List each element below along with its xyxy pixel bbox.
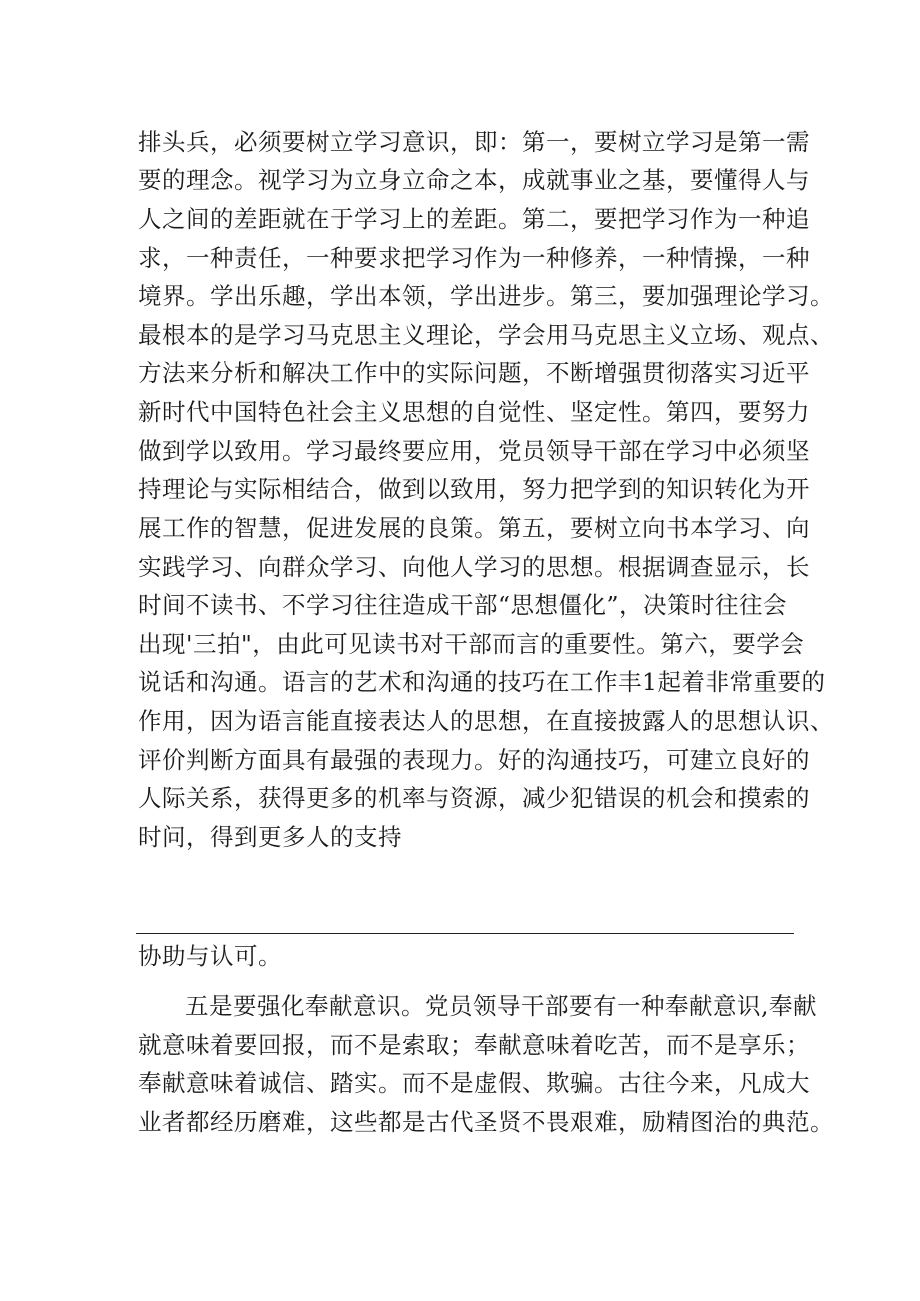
text-line: 作用，因为语言能直接表达人的思想，在直接披露人的思想认识、 [138, 707, 834, 735]
text-line: 持理论与实际相结合，做到以致用，努力把学到的知识转化为开 [138, 475, 810, 503]
text-line: 求，一种责任，一种要求把学习作为一种修养，一种情操，一种 [138, 244, 810, 272]
text-line: 出现'三拍"，由此可见读书对干部而言的重要性。第六，要学会 [138, 630, 805, 658]
text-line: 评价判断方面具有最强的表现力。好的沟通技巧，可建立良好的 [138, 746, 810, 774]
text-line: 人际关系，获得更多的机率与资源，减少犯错误的机会和摸索的 [138, 784, 810, 812]
paragraph-first-line: 五是要强化奉献意识。党员领导干部要有一种奉献意识,奉献 [185, 992, 817, 1020]
page-break-rule [136, 933, 794, 934]
text-line: 最根本的是学习马克思主义理论，学会用马克思主义立场、观点、 [138, 321, 834, 349]
text-line: 排头兵，必须要树立学习意识，即：第一，要树立学习是第一需 [138, 128, 810, 156]
text-line: 协助与认可。 [138, 942, 282, 970]
text-line: 做到学以致用。学习最终要应用，党员领导干部在学习中必须坚 [138, 437, 810, 465]
text-line: 方法来分析和解决工作中的实际问题，不断增强贯彻落实习近平 [138, 359, 810, 387]
text-line: 奉献意味着诚信、踏实。而不是虚假、欺骗。古往今来，凡成大 [138, 1069, 810, 1097]
text-line: 境界。学出乐趣，学出本领，学出进步。第三，要加强理论学习。 [138, 282, 834, 310]
text-line: 时间不读书、不学习往往造成干部“思想僵化”，决策时往往会 [138, 591, 788, 619]
text-line: 时问，得到更多人的支持 [138, 823, 402, 851]
text-line: 新时代中国特色社会主义思想的自觉性、坚定性。第四，要努力 [138, 398, 810, 426]
text-line: 说话和沟通。语言的艺术和沟通的技巧在工作丰1起着非常重要的 [138, 668, 826, 696]
text-line: 实践学习、向群众学习、向他人学习的思想。根据调查显示，长 [138, 553, 810, 581]
text-line: 展工作的智慧，促进发展的良策。第五，要树立向书本学习、向 [138, 514, 810, 542]
text-line: 就意味着要回报，而不是索取；奉献意味着吃苦，而不是享乐； [138, 1031, 810, 1059]
text-line: 要的理念。视学习为立身立命之本，成就事业之基，要懂得人与 [138, 166, 810, 194]
text-line: 人之间的差距就在于学习上的差距。第二，要把学习作为一种追 [138, 205, 810, 233]
text-line: 业者都经历磨难，这些都是古代圣贤不畏艰难，励精图治的典范。 [138, 1108, 834, 1136]
